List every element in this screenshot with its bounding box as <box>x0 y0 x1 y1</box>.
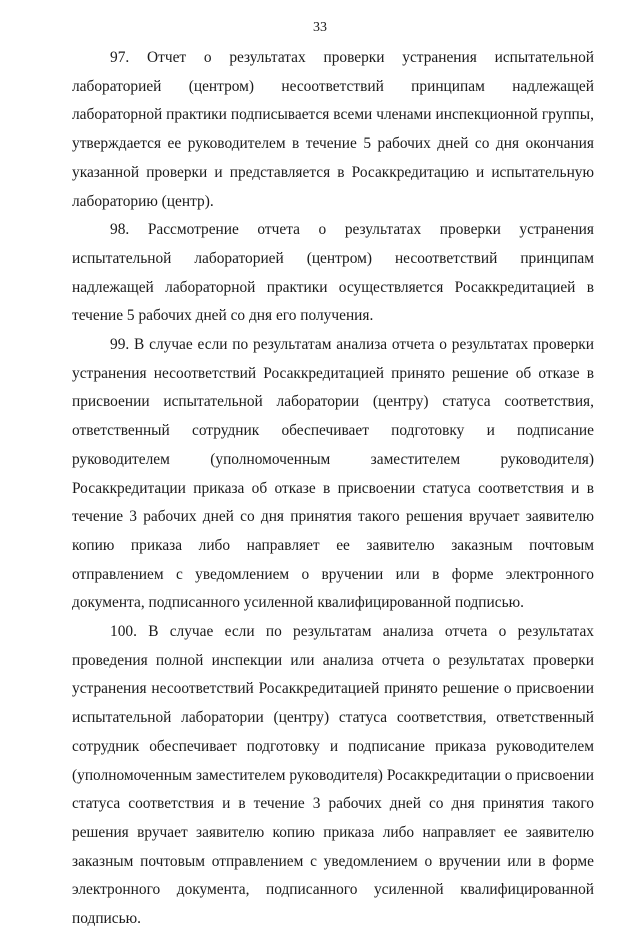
document-body <box>72 44 594 934</box>
paragraph-100: 100. В случае если по результатам анализа отчета о результатах проведения полной инспекции или анализа отчета о результатах проверки устранения несоответствий Росаккредитацией принято решение о присвоении испытательной лаборатории (центру) статуса соответствия, ответственный сотрудник обеспечивает подготовку и подписание приказа руководителем (уполномоченным заместителем руководителя) Росаккредитации о присвоении статуса соответствия и в течение 3 рабочих дней со дня принятия такого решения вручает заявителю копию приказа либо направляет ее заявителю заказным почтовым отправлением с уведомлением о вручении или в форме электронного документа, подписанного усиленной квалифицированной подписью. <box>72 623 594 928</box>
paragraph-98: 98. Рассмотрение отчета о результатах проверки устранения испытательной лабораторией (центром) несоответствий принципам надлежащей лабораторной практики осуществляется Росаккредитацией в течение 5 рабочих дней со дня его получения. <box>72 221 594 325</box>
paragraph-99: 99. В случае если по результатам анализа отчета о результатах проверки устранения несоответствий Росаккредитацией принято решение об отказе в присвоении испытательной лаборатории (центру) статуса соответствия, ответственный сотрудник обеспечивает подготовку и подписание руководителем (уполномоченным заместителем руководителя) Росаккредитации приказа об отказе в присвоении статуса соответствия и в течение 3 рабочих дней со дня принятия такого решения вручает заявителю копию приказа либо направляет ее заявителю заказным почтовым отправлением с уведомлением о вручении или в форме электронного документа, подписанного усиленной квалифицированной подписью. <box>72 336 594 612</box>
page-number: 33 <box>313 20 327 35</box>
paragraph-97: 97. Отчет о результатах проверки устранения испытательной лабораторией (центром) несоответствий принципам надлежащей лабораторной практики подписывается всеми членами инспекционной группы, утверждается ее руководителем в течение 5 рабочих дней со дня окончания указанной проверки и представляется в Росаккредитацию и испытательную лабораторию (центр). <box>72 49 594 210</box>
